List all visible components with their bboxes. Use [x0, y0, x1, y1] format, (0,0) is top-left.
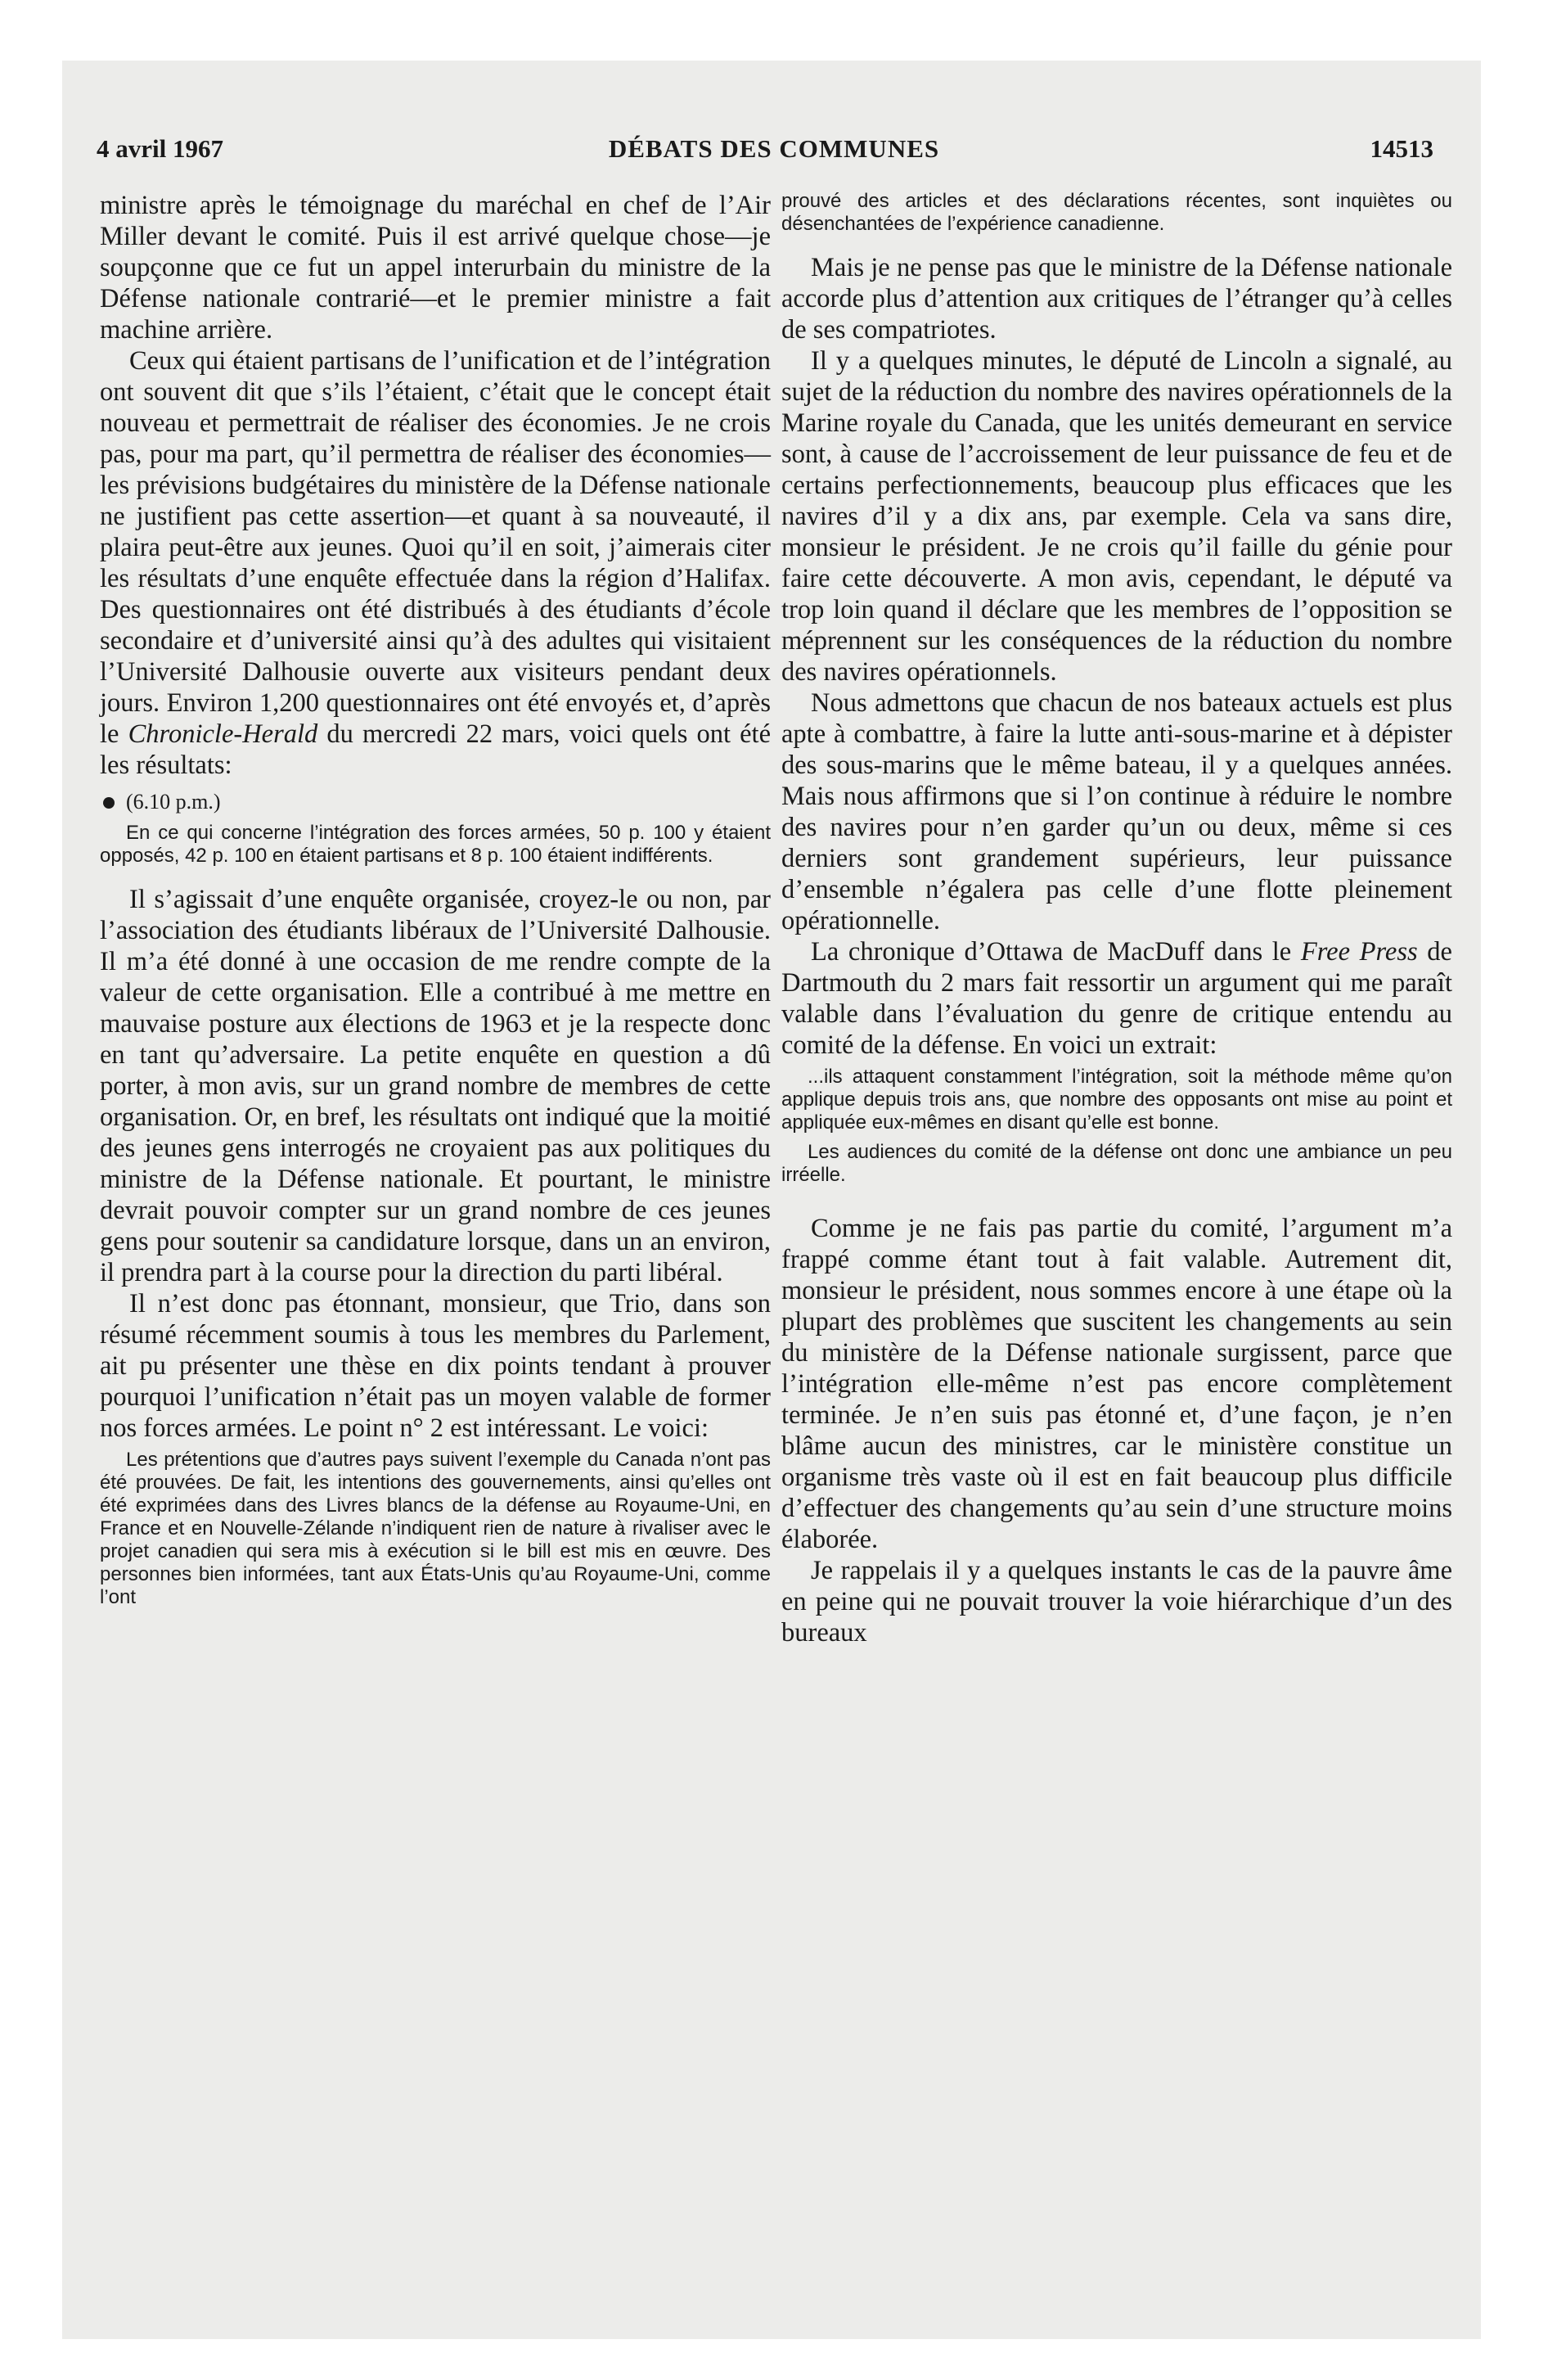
paragraph: [100, 345, 771, 781]
block-quote: Les audiences du comité de la défense ont donc une ambiance un peu irréelle.: [781, 1141, 1452, 1186]
paragraph: Je rappelais il y a quelques instants le cas de la pauvre âme en peine qui ne pouvait trouver la voie hiérarchique d’un des bureaux: [781, 1556, 1452, 1648]
newspaper-name: Chronicle-Herald: [128, 719, 318, 749]
header-date: 4 avril 1967: [97, 134, 223, 163]
paragraph: [781, 936, 1452, 1061]
spacer: [781, 1193, 1452, 1203]
paragraph-text: de Dartmouth du 2 mars fait ressortir un argument qui me paraît valable dans l’évaluation du genre de critique entendu au comité de la défense. En voici un extrait:: [781, 937, 1452, 1060]
time-stamp: (6.10 p.m.): [126, 790, 221, 814]
spacer: [781, 242, 1452, 252]
paragraph-text: Ceux qui étaient partisans de l’unification et de l’intégration ont souvent dit que s’ils l’étaient, c’était que le concept était nouveau et permettrait de réaliser des économies. Je ne crois pas, pour ma part, qu’il permettra de réaliser des économies—les prévisions budgétaires du ministère de la Défense nationale ne justifient pas cette assertion—et quant à sa nouveauté, il plaira peut-être aux jeunes. Quoi qu’il en soit, j’aimerais citer les résultats d’une enquête effectuée dans la région d’Halifax. Des questionnaires ont été distribués à des étudiants d’école secondaire et d’université ainsi qu’à des adultes qui visitaient l’Université Dalhousie ouverte aux visiteurs pendant deux jours. Environ 1,200 questionnaires ont été envoyés et, d’après le: [100, 346, 771, 749]
left-column: [100, 190, 771, 1616]
time-stamp-row: [100, 789, 771, 815]
spacer: [100, 874, 771, 884]
bullet-dot-icon: [103, 797, 115, 809]
header-page-number: 14513: [1370, 134, 1433, 163]
newspaper-name: Free Press: [1300, 937, 1418, 967]
right-column: [781, 190, 1452, 1648]
paragraph: Il s’agissait d’une enquête organisée, croyez-le ou non, par l’association des étudiants libéraux de l’Université Dalhousie. Il m’a été donné à une occasion de me rendre compte de la valeur de cette organisation. Elle a contribué à me mettre en mauvaise posture aux élections de 1963 et je la respecte donc en tant qu’adversaire. La petite enquête en question a dû porter, à mon avis, sur un grand nombre de membres de cette organisation. Or, en bref, les résultats ont indiqué que la moitié des jeunes gens interrogés ne croyaient pas aux politiques du ministre de la Défense nationale. Et pourtant, le ministre devrait pouvoir compter sur un grand nombre de ces jeunes gens pour soutenir sa candidature lorsque, dans un an environ, il prendra part à la course pour la direction du parti libéral.: [100, 885, 771, 1287]
paragraph: Comme je ne fais pas partie du comité, l’argument m’a frappé comme étant tout à fait valable. Autrement dit, monsieur le président, nous sommes encore à une étape où la plupart des problèmes que suscitent les changements au sein du ministère de la Défense nationale surgissent, parce que l’intégration elle-même n’est pas encore complètement terminée. Je n’en suis pas étonné et, d’une façon, je n’en blâme aucun des ministres, car le ministère constitue un organisme très vaste où il est en fait beaucoup plus difficile d’effectuer des changements qu’au sein d’une structure moins élaborée.: [781, 1214, 1452, 1554]
block-quote: En ce qui concerne l’intégration des forces armées, 50 p. 100 y étaient opposés, 42 p. 100 en étaient partisans et 8 p. 100 étaient indifférents.: [100, 822, 771, 867]
block-quote-continued: prouvé des articles et des déclarations récentes, sont inquiètes ou désenchantées de l’expérience canadienne.: [781, 190, 1452, 235]
header-title: DÉBATS DES COMMUNES: [608, 134, 940, 163]
paragraph: ministre après le témoignage du maréchal en chef de l’Air Miller devant le comité. Puis il est arrivé quelque chose—je soupçonne que ce fut un appel interurbain du ministre de la Défense nationale contrarié—et le premier ministre a fait machine arrière.: [100, 191, 771, 345]
paragraph-text: du mercredi 22 mars, voici quels ont été les résultats:: [100, 719, 772, 780]
block-quote: ...ils attaquent constamment l’intégration, soit la méthode même qu’on applique depuis trois ans, que nombre des opposants ont mise au point et appliquée eux-mêmes en disant qu’elle est bonne.: [781, 1066, 1452, 1134]
block-quote: Les prétentions que d’autres pays suivent l’exemple du Canada n’ont pas été prouvées. De fait, les intentions des gouvernements, ainsi qu’elles ont été exprimées dans des Livres blancs de la défense au Royaume-Uni, en France et en Nouvelle-Zélande n’indiquent rien de nature à rivaliser avec le projet canadien qui sera mis à exécution si le bill est mis en œuvre. Des personnes bien informées, tant aux États-Unis qu’au Royaume-Uni, comme l’ont: [100, 1449, 771, 1608]
paragraph-text: La chronique d’Ottawa de MacDuff dans le: [811, 937, 1301, 967]
paragraph: Il y a quelques minutes, le député de Lincoln a signalé, au sujet de la réduction du nombre des navires opérationnels de la Marine royale du Canada, que les unités demeurant en service sont, à cause de l’accroissement de leur puissance de feu et de certains perfectionnements, beaucoup plus efficaces que les navires d’il y a dix ans, par exemple. Cela va sans dire, monsieur le président. Je ne crois qu’il faille du génie pour faire cette découverte. A mon avis, cependant, le député va trop loin quand il déclare que les membres de l’opposition se méprennent sur les conséquences de la réduction du nombre des navires opérationnels.: [781, 346, 1452, 687]
paragraph: Mais je ne pense pas que le ministre de la Défense nationale accorde plus d’attention aux critiques de l’étranger qu’à celles de ses compatriotes.: [781, 253, 1452, 345]
paragraph: Nous admettons que chacun de nos bateaux actuels est plus apte à combattre, à faire la lutte anti-sous-marine et à dépister des sous-marins que le même bateau, il y a quelques années. Mais nous affirmons que si l’on continue à réduire le nombre des navires pour n’en garder qu’un ou deux, même si ces derniers sont grandement supérieurs, leur puissance d’ensemble n’égalera pas celle d’une flotte pleinement opérationnelle.: [781, 688, 1452, 935]
spacer: [781, 1203, 1452, 1213]
paragraph: Il n’est donc pas étonnant, monsieur, que Trio, dans son résumé récemment soumis à tous les membres du Parlement, ait pu présenter une thèse en dix points tendant à prouver pourquoi l’unification n’était pas un moyen valable de former nos forces armées. Le point n° 2 est intéressant. Le voici:: [100, 1289, 771, 1443]
